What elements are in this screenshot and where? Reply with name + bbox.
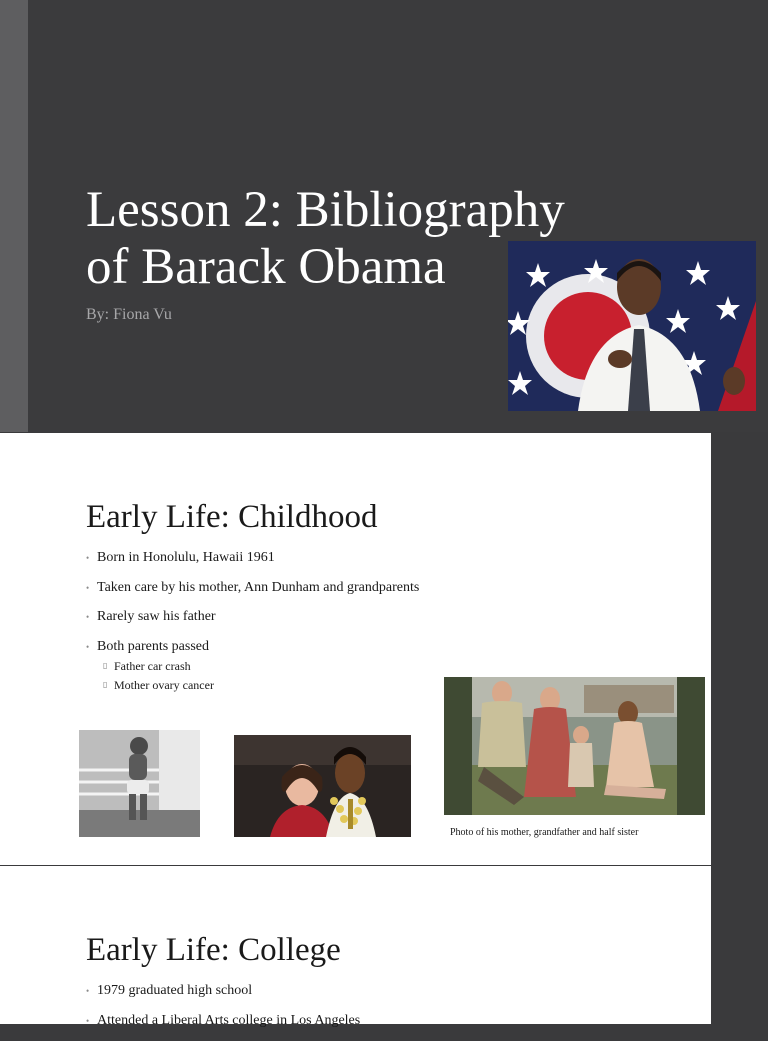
sub-bullet-item: ▯ Father car crash [103, 658, 419, 678]
baby-photo [79, 730, 200, 837]
bullet-item: • Rarely saw his father [86, 608, 419, 638]
bullet-item: • 1979 graduated high school [86, 982, 360, 1012]
obama-speaking-photo [508, 241, 756, 411]
slide-heading: Early Life: Childhood [86, 499, 377, 536]
bullet-item: • Born in Honolulu, Hawaii 1961 [86, 549, 419, 579]
bullet-list [86, 549, 419, 697]
bullet-item-label: Both parents passed [97, 639, 209, 654]
sub-bullet-list [103, 658, 419, 697]
family-photo [444, 677, 705, 815]
slide-title-line-1: Lesson 2: Bibliography [86, 182, 646, 239]
bullet-list [86, 982, 360, 1041]
bullet-item [86, 638, 419, 697]
title-slide [0, 0, 768, 432]
slide-title-line-2: of Barack Obama [86, 239, 646, 296]
photo-caption: Photo of his mother, grandfather and half sister [450, 827, 638, 838]
slide-heading: Early Life: College [86, 932, 341, 969]
bullet-item: • Attended a Liberal Arts college in Los Angeles [86, 1012, 360, 1041]
slide-sidebar-accent [0, 0, 28, 432]
author-byline: By: Fiona Vu [86, 306, 172, 324]
sub-bullet-item: ▯ Mother ovary cancer [103, 677, 419, 697]
bullet-item: • Taken care by his mother, Ann Dunham and grandparents [86, 579, 419, 609]
college-slide [0, 866, 711, 1024]
graduation-lei-photo [234, 735, 411, 837]
childhood-slide [0, 433, 711, 865]
